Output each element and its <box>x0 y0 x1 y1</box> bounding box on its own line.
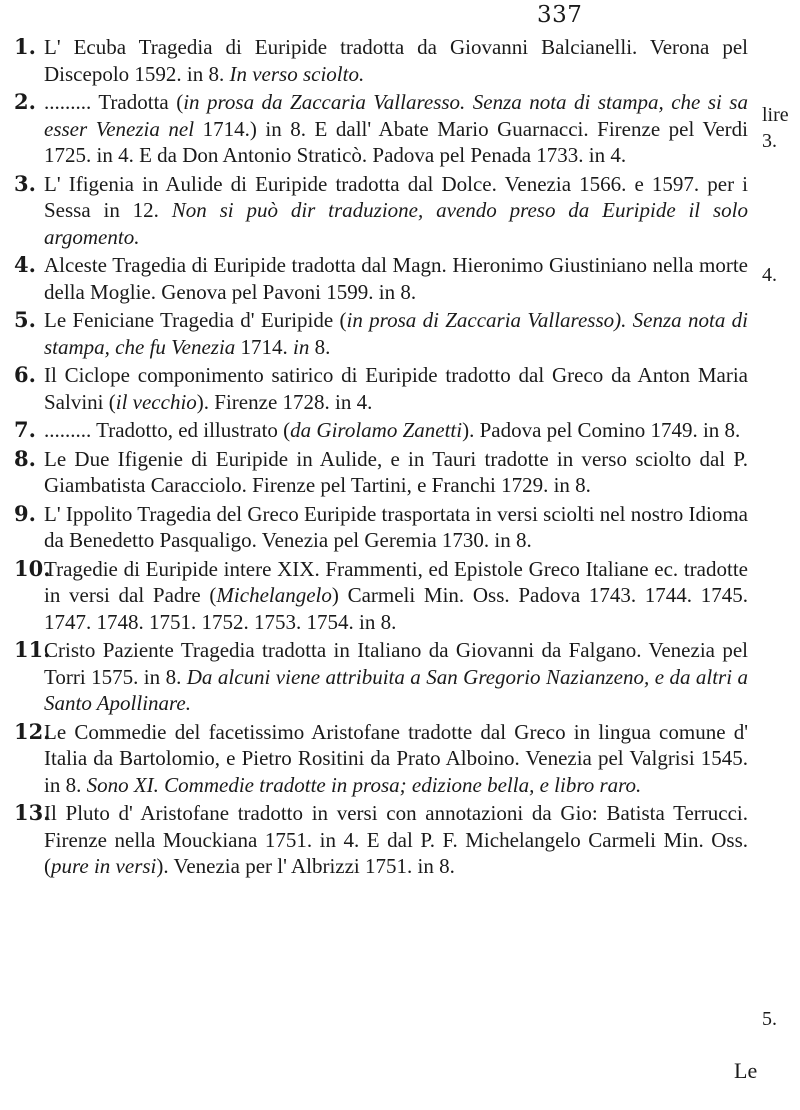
price-entry-13: 5. <box>762 1008 777 1030</box>
entry-segment: Tragedie di Euripide intere XIX. Frammenti, ed Epistole Greco Italiane ec. tradotte in versi dal Padre ( <box>44 556 748 607</box>
entry-text <box>44 417 748 444</box>
entry-segment: Le Feniciane Tragedia d' Euripide ( <box>44 308 347 332</box>
entry-segment: Il Ciclope componimento satirico di Euripide tradotto dal Greco da Anton Maria Salvini ( <box>44 363 748 414</box>
list-item <box>0 362 800 415</box>
entry-segment: Cristo Paziente Tragedia tradotta in Italiano da Giovanni da Falgano. Venezia pel Torri 1575. in 8. <box>44 638 748 689</box>
entry-number: 6. <box>14 362 36 387</box>
entry-number: 8. <box>14 445 36 471</box>
entry-segment: Le Due Ifigenie di Euripide in Aulide, e in Tauri tradotte in verso sciolto dal P. Giambatista Caracciolo. Firenze pel Tartini, e Franchi 1729. in 8. <box>44 446 748 497</box>
entry-text <box>44 89 748 169</box>
italic-note: pure in versi <box>51 854 157 878</box>
italic-note: da Girolamo Zanetti <box>290 418 463 442</box>
list-item <box>0 89 800 169</box>
entry-number: 5. <box>14 307 36 332</box>
entry-segment: ......... Tradotta ( <box>44 90 184 114</box>
italic-note: Michelangelo <box>216 583 332 607</box>
italic-note: in <box>293 334 310 359</box>
italic-note: in prosa da Zaccaria Vallaresso. Senza nota di stampa, che si sa esser Venezia nel <box>44 90 748 141</box>
entry-text <box>44 171 748 251</box>
list-item <box>0 800 800 880</box>
entry-number: 11. <box>14 637 51 662</box>
entry-segment: Le Commedie del facetissimo Aristofane tradotte dal Greco in lingua comune d' Italia da Bartolomio, e Pietro Rositini da Prato Alboino. Venezia pel Valgrisi 1545. in 8. <box>44 719 748 797</box>
entry-segment: ......... Tradotto, ed illustrato ( <box>44 418 291 442</box>
entry-number: 7. <box>14 417 36 442</box>
entry-text <box>44 362 748 415</box>
italic-note: Sono XI. Commedie tradotte in prosa; edizione bella, e libro raro. <box>86 772 642 797</box>
price-lire: lire <box>762 104 789 126</box>
list-item <box>0 501 800 554</box>
entry-segment: L' Ecuba Tragedia di Euripide tradotta da Giovanni Balcianelli. Verona pel Discepolo 1592. in 8. <box>44 35 748 86</box>
list-item <box>0 556 800 636</box>
entry-text <box>44 446 748 499</box>
entry-text <box>44 719 748 799</box>
list-item <box>0 417 800 444</box>
entry-segment: 1714. <box>235 334 294 359</box>
italic-note: Non si può dir traduzione, avendo preso da Euripide il solo argomento. <box>44 198 748 249</box>
entry-segment: ) Carmeli Min. Oss. Padova 1743. 1744. 1745. 1747. 1748. 1751. 1752. 1753. 1754. in 8. <box>44 583 748 634</box>
list-item <box>0 307 800 360</box>
entry-segment: L' Ippolito Tragedia del Greco Euripide trasportata in versi sciolti nel nostro Idioma da Benedetto Pasqualigo. Venezia pel Geremia 1730. in 8. <box>44 501 748 552</box>
entry-number: 2. <box>14 89 36 114</box>
entry-text <box>44 501 748 554</box>
price-entry-3: 4. <box>762 264 777 286</box>
entry-segment: Alceste Tragedia di Euripide tradotta dal Magn. Hieronimo Giustiniano nella morte della Moglie. Genova pel Pavoni 1599. in 8. <box>44 253 748 304</box>
catchword: Le <box>734 1058 758 1083</box>
entry-text <box>44 34 748 87</box>
list-item <box>0 171 800 251</box>
entry-text <box>44 800 748 880</box>
italic-note: Da alcuni viene attribuita a San Gregorio Nazianzeno, e da altri a Santo Apollinare. <box>44 664 748 715</box>
italic-note: In verso sciolto. <box>229 61 365 86</box>
entry-text <box>44 637 748 717</box>
page-number: 337 <box>537 2 583 28</box>
entry-number: 12. <box>14 718 51 744</box>
entry-number: 1. <box>14 34 36 59</box>
entry-segment: 1714.) in 8. E dall' Abate Mario Guarnacci. Firenze pel Verdi 1725. in 4. E da Don Antonio Straticò. Padova pel Penada 1733. in 4. <box>44 116 748 167</box>
entry-segment: ). Firenze 1728. in 4. <box>196 389 373 414</box>
entry-number: 10. <box>14 555 51 581</box>
entry-number: 4. <box>14 252 36 277</box>
entry-text <box>44 307 748 360</box>
entry-segment: L' Ifigenia in Aulide di Euripide tradotta dal Dolce. Venezia 1566. e 1597. per i Sessa in 12. <box>44 171 748 222</box>
price-entry-2: 3. <box>762 130 777 152</box>
list-item <box>0 719 800 799</box>
entry-segment: ). Padova pel Comino 1749. in 8. <box>462 418 741 442</box>
entry-segment: 8. <box>309 334 331 359</box>
entry-number: 13. <box>14 800 51 825</box>
entry-segment: Il Pluto d' Aristofane tradotto in versi con annotazioni da Gio: Batista Terrucci. Firenze nella Mouckiana 1751. in 4. E dal P. F. Michelangelo Carmeli Min. Oss. ( <box>44 801 748 878</box>
entry-text <box>44 556 748 636</box>
list-item <box>0 252 800 305</box>
italic-note: in prosa di Zaccaria Vallaresso). Senza nota di stampa, che fu Venezia <box>44 308 748 359</box>
entry-number: 9. <box>14 500 36 526</box>
list-item <box>0 446 800 499</box>
entry-text <box>44 252 748 305</box>
entry-segment: ). Venezia per l' Albrizzi 1751. in 8. <box>156 854 455 878</box>
list-item <box>0 34 800 87</box>
list-item <box>0 637 800 717</box>
entry-number: 3. <box>14 170 36 196</box>
italic-note: il vecchio <box>115 389 197 414</box>
bibliography-list <box>0 34 800 882</box>
